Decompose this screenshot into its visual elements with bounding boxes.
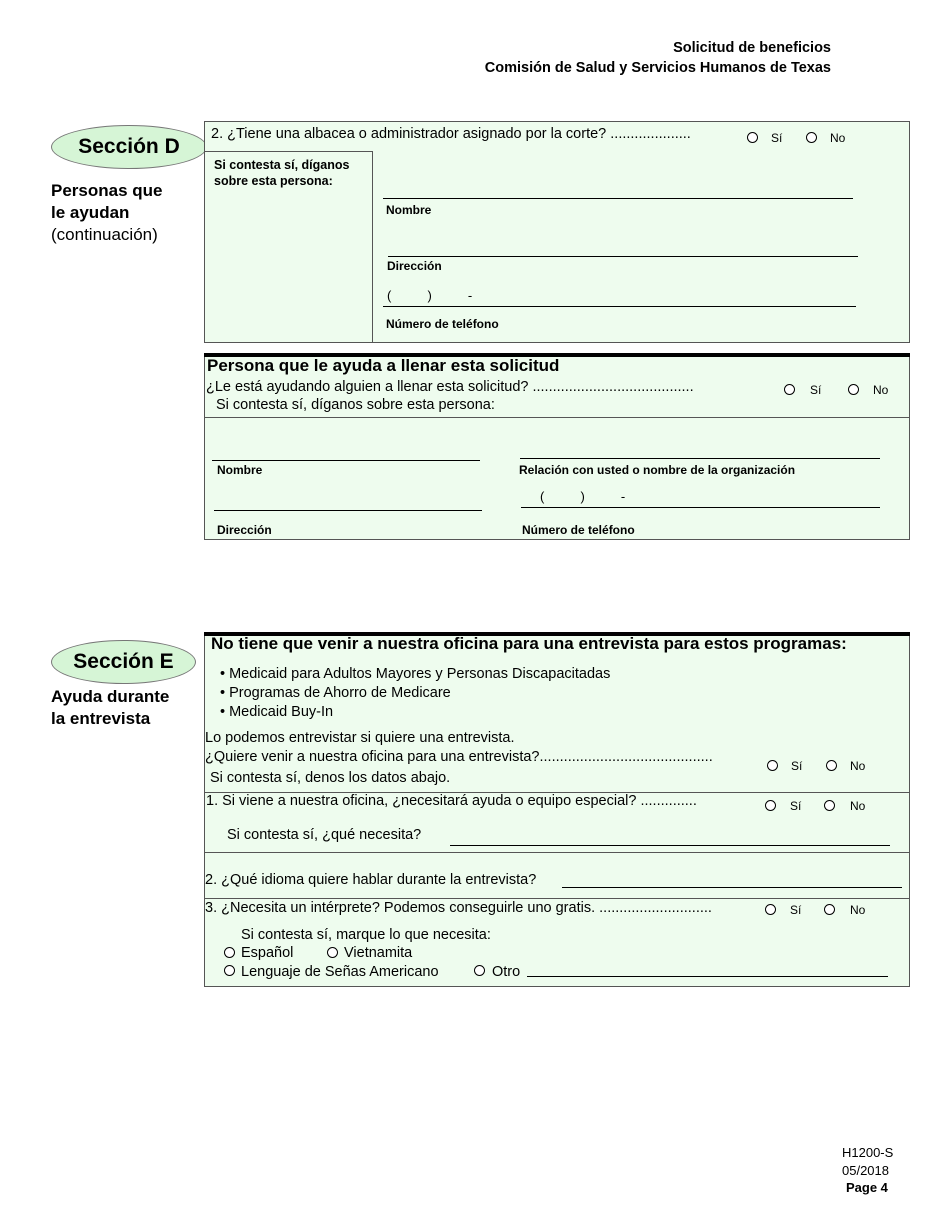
- helper-name-label: Nombre: [217, 463, 263, 477]
- section-e-q3-yes-label: Sí: [790, 903, 802, 917]
- section-e-q3-text: 3. ¿Necesita un intérprete? Podemos conseguirle uno gratis. ............................: [205, 900, 712, 916]
- section-e-q1-need-field[interactable]: [450, 845, 890, 846]
- section-d-phone-field[interactable]: [383, 306, 856, 307]
- section-d-side-title: [51, 180, 163, 246]
- section-e-interview-yes-radio[interactable]: [767, 760, 778, 771]
- section-e-interview-question: ¿Quiere venir a nuestra oficina para una entrevista?...........................................: [205, 749, 713, 765]
- section-e-divider-2: [204, 852, 910, 853]
- section-d-address-field[interactable]: [388, 256, 858, 257]
- section-d-label: Sección D: [78, 135, 180, 158]
- section-d-side-line-2: le ayudan: [51, 203, 130, 222]
- section-e-interview-yes-label: Sí: [791, 759, 803, 773]
- section-e-q2-text: 2. ¿Qué idioma quiere hablar durante la entrevista?: [205, 872, 537, 888]
- section-e-program-3: • Medicaid Buy-In: [220, 704, 334, 720]
- option-asl-label: Lenguaje de Señas Americano: [241, 964, 439, 980]
- section-e-side-title: [51, 686, 169, 730]
- section-d-phone-template: ( ) -: [387, 288, 473, 303]
- header-agency: Comisión de Salud y Servicios Humanos de Texas: [484, 60, 831, 76]
- section-e-q3-if-yes: Si contesta sí, marque lo que necesita:: [241, 927, 491, 943]
- section-d-side-line-1: Personas que: [51, 181, 163, 200]
- helper-no-label: No: [873, 383, 889, 397]
- section-e-interview-if-yes: Si contesta sí, denos los datos abajo.: [210, 770, 451, 786]
- section-e-q1-if-yes: Si contesta sí, ¿qué necesita?: [227, 827, 422, 843]
- option-other-label: Otro: [492, 964, 521, 980]
- section-d-name-field[interactable]: [383, 198, 853, 199]
- section-e-badge: [51, 640, 196, 684]
- section-e-divider-3: [204, 898, 910, 899]
- footer-form-id: H1200-S: [842, 1145, 894, 1160]
- section-e-interview-no-radio[interactable]: [826, 760, 837, 771]
- section-e-program-1: • Medicaid para Adultos Mayores y Personas Discapacitadas: [220, 666, 611, 682]
- section-d-if-yes-text: Si contesta sí, díganos sobre esta persona:: [214, 158, 350, 188]
- section-e-q3-yes-radio[interactable]: [765, 904, 776, 915]
- section-d-side-line-3: (continuación): [51, 225, 158, 244]
- section-e-q1-yes-radio[interactable]: [765, 800, 776, 811]
- section-e-q1-no-label: No: [850, 799, 866, 813]
- helper-if-yes: Si contesta sí, díganos sobre esta persona:: [216, 397, 495, 413]
- helper-yes-radio[interactable]: [784, 384, 795, 395]
- helper-address-label: Dirección: [217, 523, 272, 537]
- option-vietnamese-radio[interactable]: [327, 947, 338, 958]
- option-spanish-label: Español: [241, 945, 294, 961]
- option-spanish-radio[interactable]: [224, 947, 235, 958]
- option-vietnamese-label: Vietnamita: [344, 945, 413, 961]
- helper-phone-template: ( ) -: [540, 489, 626, 504]
- section-e-q3-no-radio[interactable]: [824, 904, 835, 915]
- helper-divider: [204, 417, 910, 418]
- section-e-interview-note: Lo podemos entrevistar si quiere una entrevista.: [205, 730, 515, 746]
- section-d-q2-no-label: No: [830, 131, 846, 145]
- section-d-q2-yes-label: Sí: [771, 131, 783, 145]
- section-d-q2-yes-radio[interactable]: [747, 132, 758, 143]
- helper-relation-field[interactable]: [520, 458, 880, 459]
- option-other-field[interactable]: [527, 976, 888, 977]
- section-e-side-line-2: la entrevista: [51, 709, 151, 728]
- helper-no-radio[interactable]: [848, 384, 859, 395]
- section-e-q1-yes-label: Sí: [790, 799, 802, 813]
- helper-question: ¿Le está ayudando alguien a llenar esta solicitud? ........................................: [206, 379, 694, 395]
- section-d-q2-no-radio[interactable]: [806, 132, 817, 143]
- option-other-radio[interactable]: [474, 965, 485, 976]
- footer-page: Page 4: [846, 1180, 888, 1195]
- helper-yes-label: Sí: [810, 383, 822, 397]
- section-e-title: No tiene que venir a nuestra oficina para una entrevista para estos programas:: [211, 634, 847, 653]
- section-e-label: Sección E: [73, 650, 174, 673]
- footer-date: 05/2018: [842, 1163, 889, 1178]
- section-e-program-2: • Programas de Ahorro de Medicare: [220, 685, 451, 701]
- section-d-address-label: Dirección: [387, 259, 442, 273]
- helper-title: Persona que le ayuda a llenar esta solicitud: [207, 356, 560, 375]
- section-e-q1-no-radio[interactable]: [824, 800, 835, 811]
- section-e-q1-text: 1. Si viene a nuestra oficina, ¿necesitará ayuda o equipo especial? ..............: [206, 793, 697, 809]
- section-e-language-field[interactable]: [562, 887, 902, 888]
- helper-address-field[interactable]: [214, 510, 482, 511]
- helper-phone-label: Número de teléfono: [522, 523, 635, 537]
- section-e-side-line-1: Ayuda durante: [51, 687, 170, 706]
- helper-relation-label: Relación con usted o nombre de la organización: [519, 463, 796, 477]
- section-d-phone-label: Número de teléfono: [386, 317, 499, 331]
- helper-phone-field[interactable]: [521, 507, 880, 508]
- section-d-name-label: Nombre: [386, 203, 432, 217]
- option-asl-radio[interactable]: [224, 965, 235, 976]
- section-e-interview-no-label: No: [850, 759, 866, 773]
- section-d-q2-text: 2. ¿Tiene una albacea o administrador asignado por la corte? ....................: [211, 126, 691, 142]
- header-title: Solicitud de beneficios: [673, 40, 831, 56]
- section-e-q3-no-label: No: [850, 903, 866, 917]
- helper-name-field[interactable]: [212, 460, 480, 461]
- section-d-badge: [51, 125, 207, 169]
